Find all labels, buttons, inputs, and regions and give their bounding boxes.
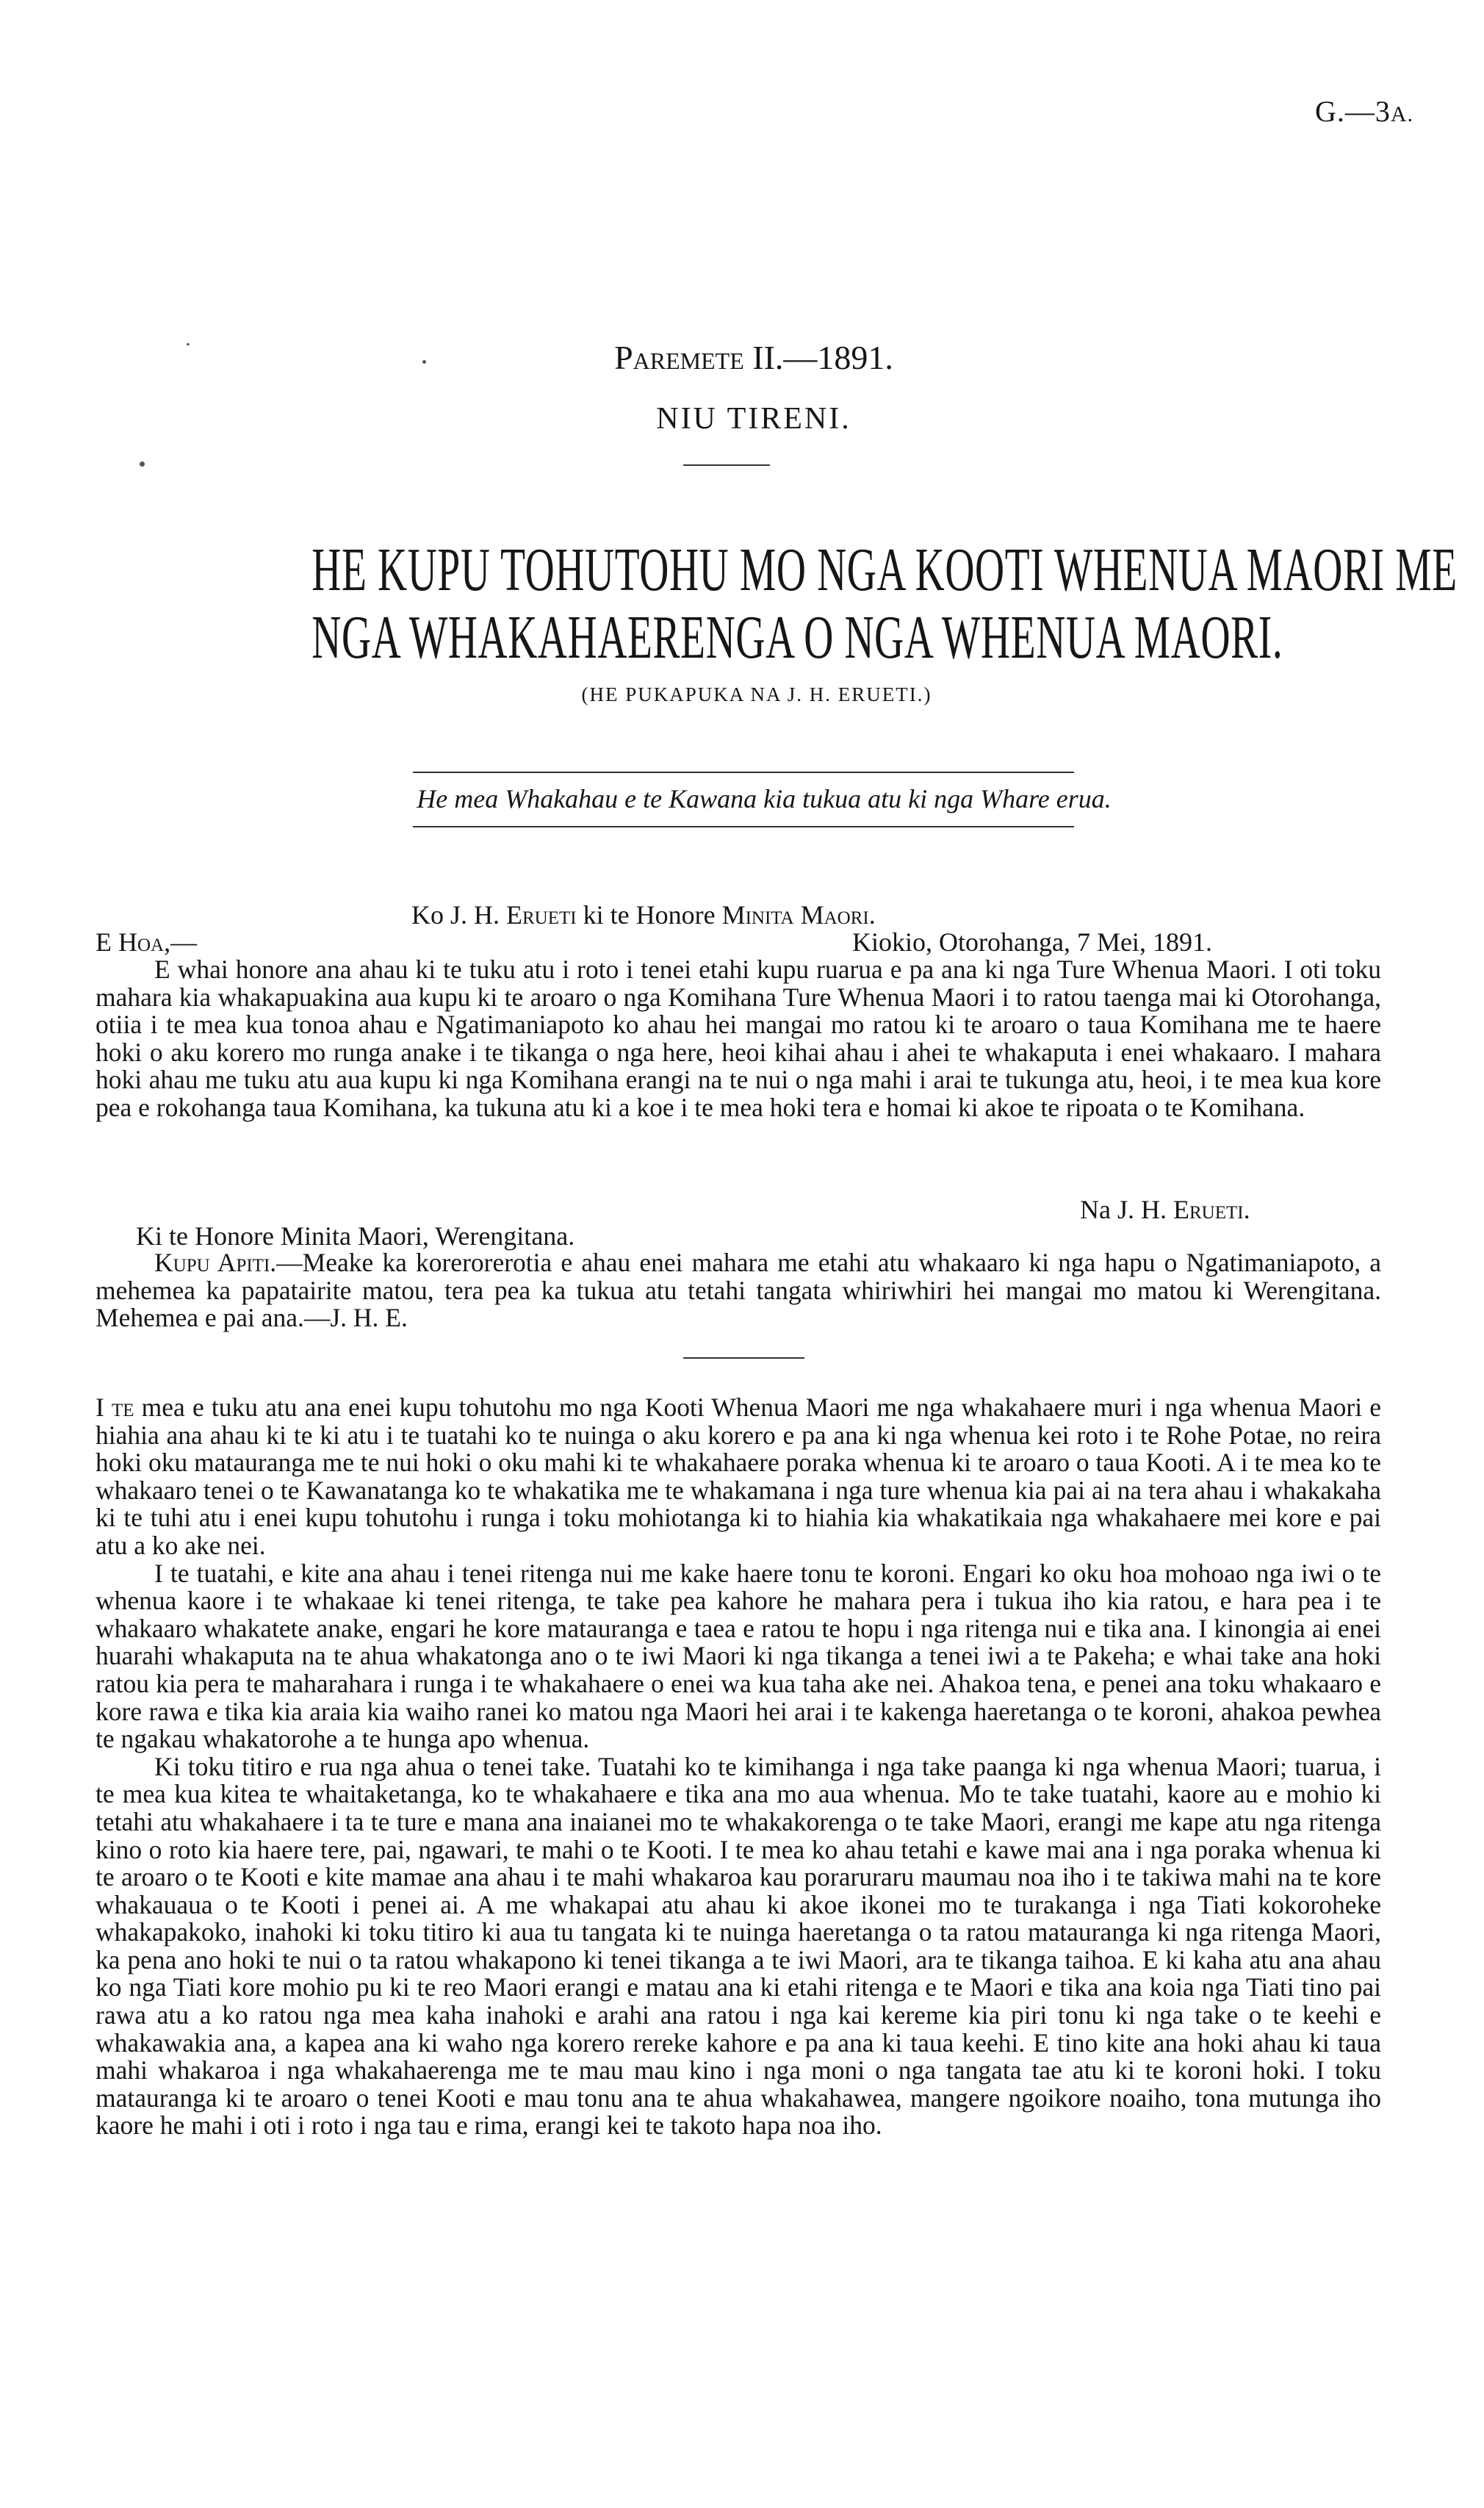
- paragraph-text: mea e tuku atu ana enei kupu tohutohu mo nga Kooti Whenua Maori me nga whakahaere muri i nga whenua Maori e hiahia ana ahau ki te ki atu i te tuatahi ko te nuinga o aku korero e pa ana ki nga whenua kei roto i te Rohe Potae, no reira hoki oku matauranga me te nui hoki o oku mahi ki te whakahaere poraka whenua ki te aroaro o taua Kooti. A i te mea ko te whakaaro tenei o te Kawanatanga ko te whakatika me te whakamana i nga ture whenua kia pai ai na tera ahau i whakakaha ki te tuhi atu i enei kupu tohutohu i runga i toku mohiotanga ki to hiahia kia whakatikaia nga whakahaere mei kore e pai atu a ko ake nei.: [96, 1393, 1381, 1560]
- from-text: Ko J. H.: [411, 900, 507, 930]
- page-identifier: [1315, 94, 1413, 129]
- signature-name: Erueti.: [1173, 1195, 1250, 1224]
- country-heading: NIU TIRENI.: [656, 402, 851, 436]
- author-subtitle: (HE PUKAPUKA NA J. H. ERUETI.): [581, 683, 932, 705]
- letter-body: [96, 956, 1381, 1122]
- document-title: [311, 536, 1458, 672]
- postscript-text: .—Meake ka korerorerotia e ahau enei mahara me etahi atu whakaaro ki nga hapu o Ngatimaniapoto, a mehemea ka papatairite matou, tera pea ka tukua atu tetahi tangata whiriwhiri hei mangai mo matou ki Werengitana. Mehemea e pai ana.—J. H. E.: [96, 1248, 1381, 1333]
- letter-addressee: Ki te Honore Minita Maori, Werengitana.: [136, 1221, 575, 1251]
- body-paragraph-1: [96, 1394, 1381, 1560]
- main-body: [96, 1394, 1381, 2140]
- postscript: [96, 1249, 1381, 1332]
- postscript-paragraph: [96, 1249, 1381, 1332]
- minister-title: Minita Maori.: [721, 900, 876, 930]
- from-name: Erueti: [506, 900, 577, 930]
- letter-from-line: [411, 900, 876, 930]
- parliament-session: [0, 338, 1484, 377]
- paragraph-lead: I te: [96, 1393, 134, 1422]
- top-rule: [413, 772, 1074, 773]
- parliament-session-number: II.—1891.: [743, 339, 893, 376]
- page-id-suffix: A.: [1390, 102, 1414, 126]
- section-rule: [683, 1357, 804, 1359]
- title-line-1: HE KUPU TOHUTOHU MO NGA KOOTI WHENUA MAORI ME: [311, 536, 1458, 604]
- presentation-line: He mea Whakahau e te Kawana kia tukua atu ki nga Whare erua.: [417, 784, 1112, 813]
- print-speck: [140, 461, 145, 467]
- letter-paragraph: E whai honore ana ahau ki te tuku atu i roto i tenei etahi kupu ruarua e pa ana ki nga Ture Whenua Maori. I oti toku mahara kia whakapuakina aua kupu ki te aroaro o nga Komihana Ture Whenua Maori i to ratou taenga mai ki Otorohanga, otiia i te mea kua tonoa ahau e Ngatimaniapoto ko ahau hei mangai mo ratou ki te aroaro o taua Komihana me te haere hoki o aku korero mo runga anake i te tikanga o nga here, heoi kihai ahau i ahei te whakaputa i enei whakaaro. I mahara hoki ahau me tuku atu aua kupu ki nga Komihana erangi na te nui o nga mahi i arai te tukunga atu, heoi, i te mea kua kore pea e rokohanga taua Komihana, ka tukuna atu ki a koe i te mea hoki tera e homai ki akoe te ripoata o te Komihana.: [96, 955, 1381, 1122]
- letter-signature: [1080, 1195, 1250, 1224]
- salutation: E Hoa,—: [96, 927, 198, 957]
- body-paragraph-3: Ki toku titiro e rua nga ahua o tenei take. Tuatahi ko te kimihanga i nga take paanga ki nga whenua Maori; tuarua, i te mea kua kitea te whaitaketanga, ko te whakahaere e tika ana mo aua whenua. Mo te take tuatahi, kaore au e mohio ki tetahi atu whakahaere i ta te ture e mana ana inaianei mo te whakakorenga o te take Maori, erangi me kape atu nga ritenga kino o roto kia haere tere, pai, ngawari, te mahi o te Kooti. I te mea ko ahau tetahi e kawe mai ana i nga poraka whenua ki te aroaro o te Kooti e kite mamae ana ahau i te mahi whakaroa kau poraruraru maumau noa iho i te takiwa mahi na te kore whakauaua o te Kooti i penei ai. A me whakapai atu ahau ki akoe ikonei mo te turakanga i nga Tiati kokoroheke whakapakoko, inahoki ki toku titiro ki aua tu tangata ki te nuinga haeretanga o ta ratou matauranga ki nga ritenga Maori, ka pena ano hoki te nui o ta ratou whakapono ki tenei tikanga a te iwi Maori, ara te tikanga taihoa. E ki kaha atu ana ahau ko nga Tiati kore mohio pu ki te reo Maori erangi e matau ana ki etahi ritenga e te Maori e tika ana koia nga Tiati tino pai rawa atu a ko ratou nga mea kaha inahoki e arahi ana ratou i nga kai kereme kia piri tonu ki nga take o te keehi e whakawakia ana, a kapea ana ki waho nga korero rereke kahore e pa ana ki taua keehi. E tino kite ana hoki ahau ki taua mahi whakaroa i nga whakahaerenga me te mau mau kino i nga moni o nga tangata tae atu ki te koroni hoki. I toku matauranga ki te aroaro o tenei Kooti e mau tonu ana te ahua whakahawea, mangere ngoikore noaiho, tona mutunga iho kaore he mahi i oti i roto i nga tau e rima, erangi kei te takoto hapa noa iho.: [96, 1751, 1381, 2141]
- page-id-prefix: G.—3: [1315, 95, 1391, 128]
- letter-place-date: Kiokio, Otorohanga, 7 Mei, 1891.: [852, 927, 1212, 957]
- from-to-text: ki te Honore: [576, 900, 722, 930]
- header-rule: [683, 464, 770, 466]
- bottom-rule: [413, 826, 1074, 827]
- signature-text: Na J. H.: [1080, 1195, 1173, 1224]
- body-paragraph-2: I te tuatahi, e kite ana ahau i tenei ritenga nui me kake haere tonu te koroni. Engari ko oku hoa mohoao nga iwi o te whenua kaore i te whakaae ki tenei ritenga, te take pea kahore he mahara pera i tukua iho kia ratou, e hara pea i te whakaaro whakatete anake, engari he kore matauranga e taea e ratou te hopu i nga ritenga nui e tika ana. I kinongia ai enei huarahi whakaputa na te ahua whakatonga ano o te iwi Maori ki nga tikanga a tenei iwi a te Pakeha; e whai take ana hoki ratou kia pera te maharahara i runga i te whakahaere o enei wa kua taha ake nei. Ahakoa tena, e penei ana toku whakaaro e kore rawa e tika kia araia kia waiho ranei ko matou nga Maori hei arai i te kakenga haeretanga o te koroni, ahakoa pewhea te ngakau whakatorohe a te hunga apo whenua.: [96, 1558, 1381, 1754]
- postscript-label: Kupu Apiti: [154, 1248, 270, 1277]
- title-line-2: NGA WHAKAHAERENGA O NGA WHENUA MAORI.: [311, 603, 1283, 672]
- parliament-label: Paremete: [614, 339, 744, 376]
